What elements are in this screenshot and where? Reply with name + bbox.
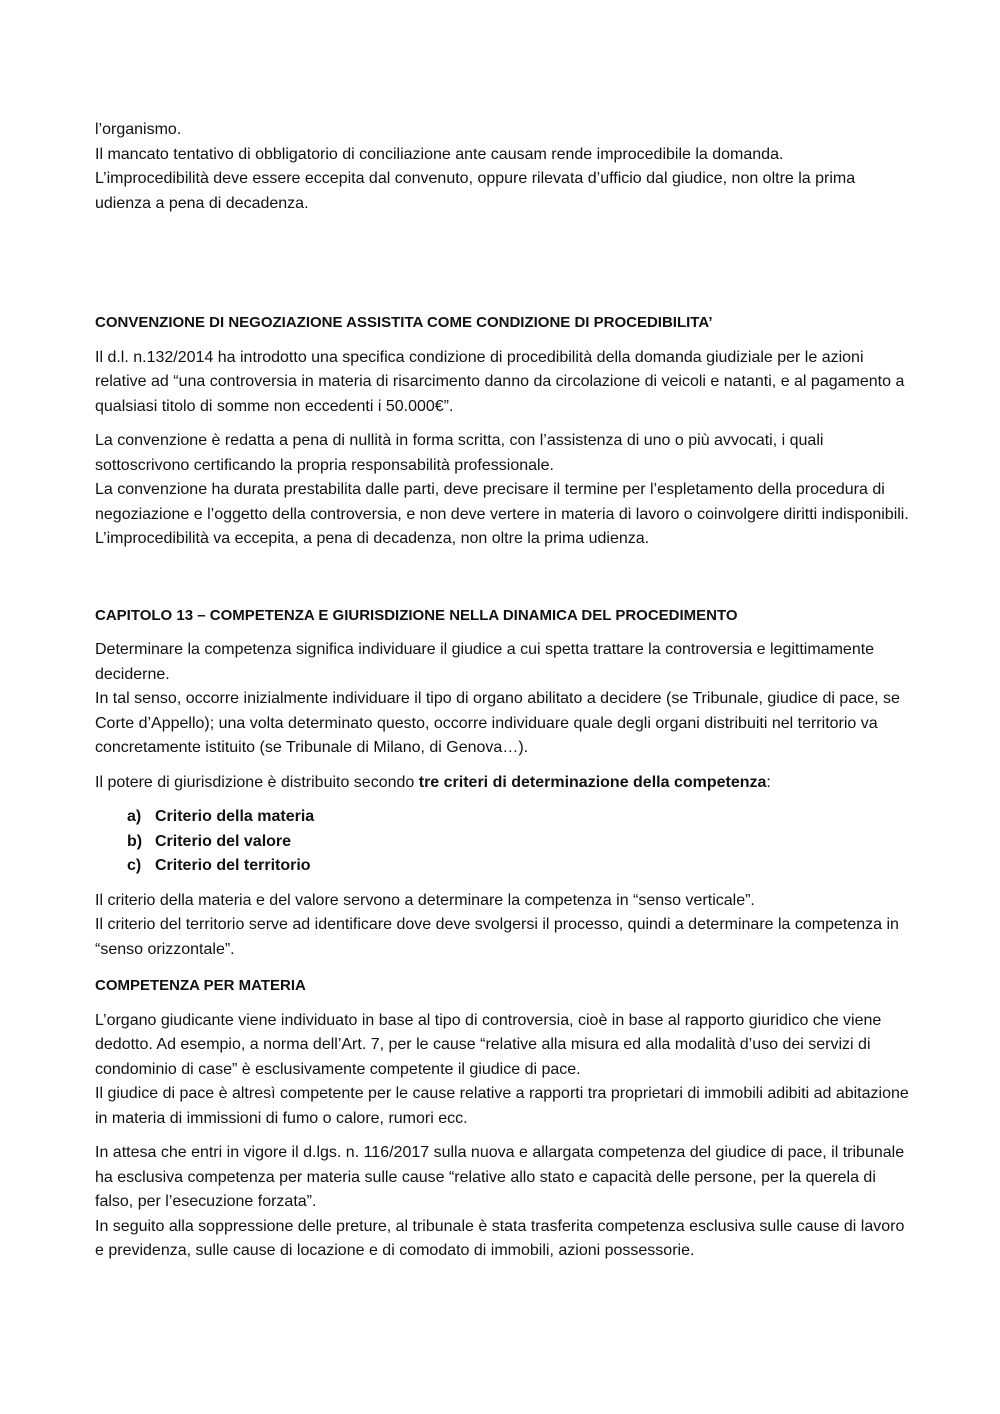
paragraph-text: Il potere di giurisdizione è distribuito secondo — [95, 773, 419, 791]
paragraph: In tal senso, occorre inizialmente individuare il tipo di organo abilitato a decidere (se Tribunale, giudice di pace, se Corte d’Appello); una volta determinato questo, occorre individuare quale degli organi distribuiti nel territorio va concretamente istituito (se Tribunale di Milano, di Genova…). — [95, 690, 900, 756]
section-heading-negoziazione: CONVENZIONE DI NEGOZIAZIONE ASSISTITA COME CONDIZIONE DI PROCEDIBILITA’ — [95, 314, 713, 331]
paragraph-text: : — [766, 773, 771, 791]
criteria-list — [95, 805, 910, 879]
paragraph: La convenzione ha durata prestabilita dalle parti, deve precisare il termine per l’espletamento della procedura di negoziazione e l’oggetto della controversia, e non deve vertere in materia di lavoro o coinvolgere diritti indisponibili. L’improcedibilità va eccepita, a pena di decadenza, non oltre la prima udienza. — [95, 481, 909, 547]
intro-line: l’organismo. — [95, 121, 182, 138]
paragraph-bold-text: tre criteri di determinazione della competenza — [418, 773, 767, 791]
paragraph — [95, 771, 910, 796]
intro-line: L’improcedibilità deve essere eccepita dal convenuto, oppure rilevata d’ufficio dal giudice, non oltre la prima udienza a pena di decadenza. — [95, 170, 856, 212]
paragraph: Il giudice di pace è altresì competente per le cause relative a rapporti tra proprietari di immobili adibiti ad abitazione in materia di immissioni di fumo o calore, rumori ecc. — [95, 1085, 909, 1127]
document-page — [95, 118, 910, 1264]
list-item — [127, 854, 910, 879]
list-marker: b) — [127, 832, 143, 850]
paragraph: Determinare la competenza significa individuare il giudice a cui spetta trattare la controversia e legittimamente deciderne. — [95, 641, 875, 683]
intro-line: Il mancato tentativo di obbligatorio di conciliazione ante causam rende improcedibile la domanda. — [95, 145, 784, 163]
list-item — [127, 830, 910, 855]
paragraph: Il criterio del territorio serve ad identificare dove deve svolgersi il processo, quindi a determinare la competenza in “senso orizzontale”. — [95, 916, 899, 958]
list-item-label: Criterio della materia — [155, 808, 315, 825]
paragraph: In attesa che entri in vigore il d.lgs. n. 116/2017 sulla nuova e allargata competenza del giudice di pace, il tribunale ha esclusiva competenza per materia sulle cause “relative allo stato e capacità delle persone, per la querela di falso, per l’esecuzione forzata”. — [95, 1144, 905, 1210]
paragraph: Il criterio della materia e del valore servono a determinare la competenza in “senso verticale”. — [95, 891, 755, 909]
paragraph: Il d.l. n.132/2014 ha introdotto una specifica condizione di procedibilità della domanda giudiziale per le azioni relative ad “una controversia in materia di risarcimento danno da circolazione di veicoli e natanti, e al pagamento a qualsiasi titolo di somme non eccedenti i 50.000€”. — [95, 348, 905, 415]
paragraph: La convenzione è redatta a pena di nullità in forma scritta, con l’assistenza di uno o più avvocati, i quali sottoscrivono certificando la propria responsabilità professionale. — [95, 432, 824, 474]
list-marker: c) — [127, 857, 142, 874]
list-item — [127, 805, 910, 830]
section-heading-competenza-materia: COMPETENZA PER MATERIA — [95, 977, 306, 994]
list-item-label: Criterio del territorio — [155, 857, 311, 874]
list-item-label: Criterio del valore — [155, 832, 292, 850]
list-marker: a) — [127, 808, 142, 825]
paragraph: In seguito alla soppressione delle preture, al tribunale è stata trasferita competenza esclusiva sulle cause di lavoro e previdenza, sulle cause di locazione e di comodato di immobili, azioni possessorie. — [95, 1217, 905, 1259]
paragraph: L’organo giudicante viene individuato in base al tipo di controversia, cioè in base al rapporto giuridico che viene dedotto. Ad esempio, a norma dell’Art. 7, per le cause “relative alla misura ed alla modalità d’uso dei servizi di condominio di case” è esclusivamente competente il giudice di pace. — [95, 1011, 882, 1078]
section-heading-capitolo-13: CAPITOLO 13 – COMPETENZA E GIURISDIZIONE NELLA DINAMICA DEL PROCEDIMENTO — [95, 606, 738, 624]
